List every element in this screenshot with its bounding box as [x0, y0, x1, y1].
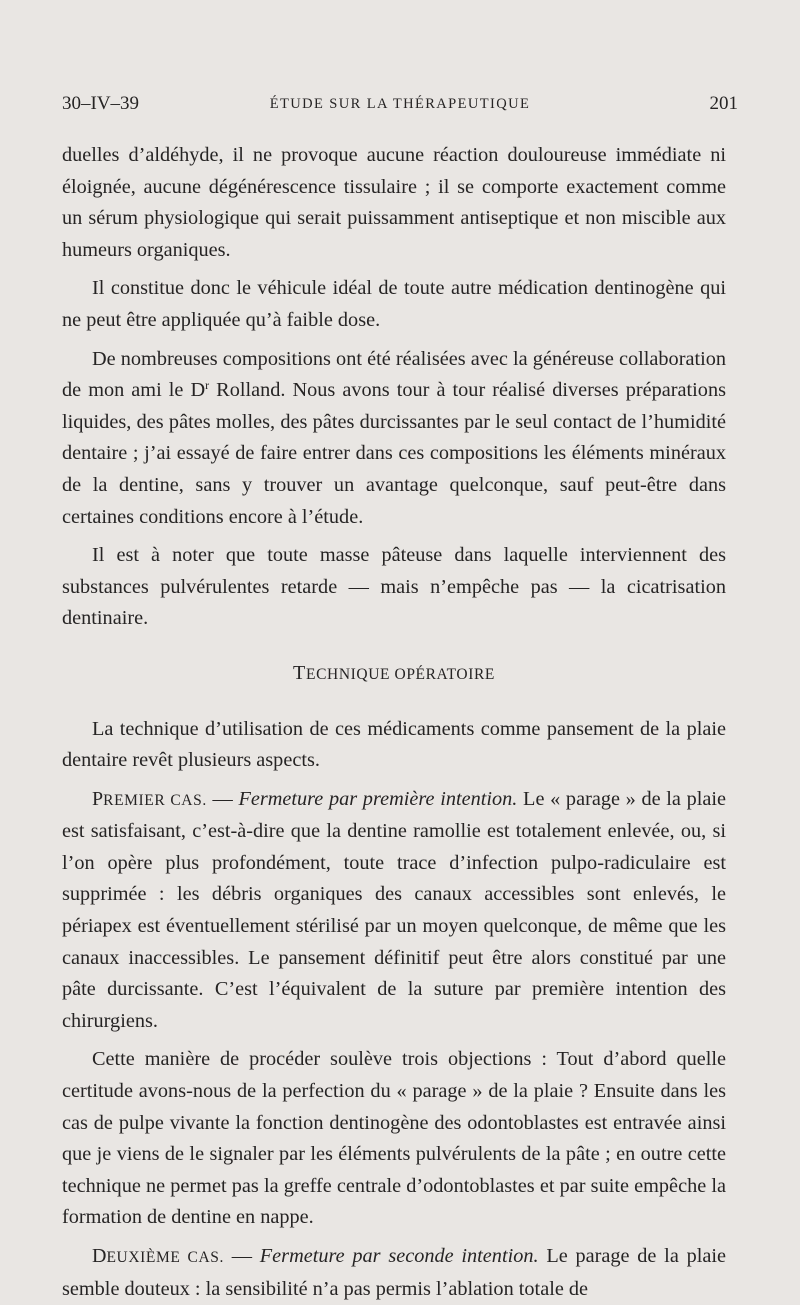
- header-title: ÉTUDE SUR LA THÉRAPEUTIQUE: [269, 96, 531, 112]
- section-title-rest: ECHNIQUE OPÉRATOIRE: [306, 665, 495, 683]
- section-title-initial: T: [293, 661, 307, 684]
- page-number: 201: [709, 93, 738, 114]
- running-header: [62, 93, 738, 125]
- paragraph-deuxieme-cas: [62, 1241, 726, 1305]
- case2-label-initial: D: [92, 1245, 107, 1267]
- page-body: [62, 140, 726, 1305]
- section-title: [62, 658, 726, 691]
- case1-label-initial: P: [92, 787, 104, 810]
- paragraph-continued: duelles d’aldéhyde, il ne provoque aucune réaction douloureuse immédiate ni éloignée, aucune dégénérescence tissulaire ; il se comporte exactement comme un sérum physiologique qui serait puissamment antiseptique et non miscible aux humeurs organiques.: [62, 144, 726, 261]
- paragraph-premier-cas: [62, 784, 726, 1038]
- doctor-superscript: r: [205, 378, 210, 393]
- case1-text: Le « parage » de la plaie est satisfaisant, c’est-à-dire que la dentine ramollie est totalement enlevée, ou, si l’on opère plus profondément, toute trace d’infection pulpo-radiculaire est supprimée : les débris organiques des canaux accessibles sont enlevés, le périapex est éventuellement stérilisé par un moyen quelconque, de même que les canaux inaccessibles. Le pansement définitif peut être alors constitué par une pâte durcissante. C’est l’équivalent de la suture par première intention des chirurgiens.: [62, 787, 727, 1032]
- paragraph-vehicule: Il constitue donc le véhicule idéal de toute autre médication dentinogène qui ne peut être appliquée qu’à faible dose.: [62, 277, 726, 331]
- paragraph-compositions-text-b: Rolland. Nous avons tour à tour réalisé diverses préparations liquides, des pâtes molles, des pâtes durcissantes par le seul contact de l’humidité dentaire ; j’ai essayé de faire entrer dans ces compositions les éléments minéraux de la dentine, sans y trouver un avantage quelconque, sauf peut-être dans certaines conditions encore à l’étude.: [62, 379, 726, 528]
- paragraph-note: Il est à noter que toute masse pâteuse dans laquelle interviennent des substances pulvérulentes retarde — mais n’empêche pas — la cicatrisation dentinaire.: [62, 544, 726, 630]
- header-date: 30–IV–39: [62, 93, 140, 114]
- case2-text: Le parage de la plaie semble douteux : la sensibilité n’a pas permis l’ablation totale de: [62, 1245, 726, 1300]
- case2-dash: —: [223, 1245, 260, 1267]
- case2-title: Fermeture par seconde intention.: [259, 1245, 539, 1267]
- case2-label-rest: EUXIÈME CAS.: [106, 1249, 224, 1266]
- case1-label-rest: REMIER CAS.: [103, 791, 207, 809]
- paragraph-objections: Cette manière de procéder soulève trois objections : Tout d’abord quelle certitude avons-nous de la perfection du « parage » de la plaie ? Ensuite dans les cas de pulpe vivante la fonction dentinogène des odontoblastes est entravée ainsi que je viens de le signaler par les éléments pulvérulents de la pâte ; en outre cette technique ne permet pas la greffe centrale d’odontoblastes et par suite empêche la formation de dentine en nappe.: [62, 1048, 726, 1229]
- paragraph-compositions: [62, 344, 726, 534]
- case1-dash: —: [206, 787, 239, 810]
- paragraph-compositions-text-a: De nombreuses compositions ont été réalisées avec la généreuse collaboration de mon ami le D: [62, 347, 726, 402]
- paragraph-technique: La technique d’utilisation de ces médicaments comme pansement de la plaie dentaire revêt plusieurs aspects.: [62, 717, 726, 772]
- case1-title: Fermeture par première intention.: [238, 787, 518, 810]
